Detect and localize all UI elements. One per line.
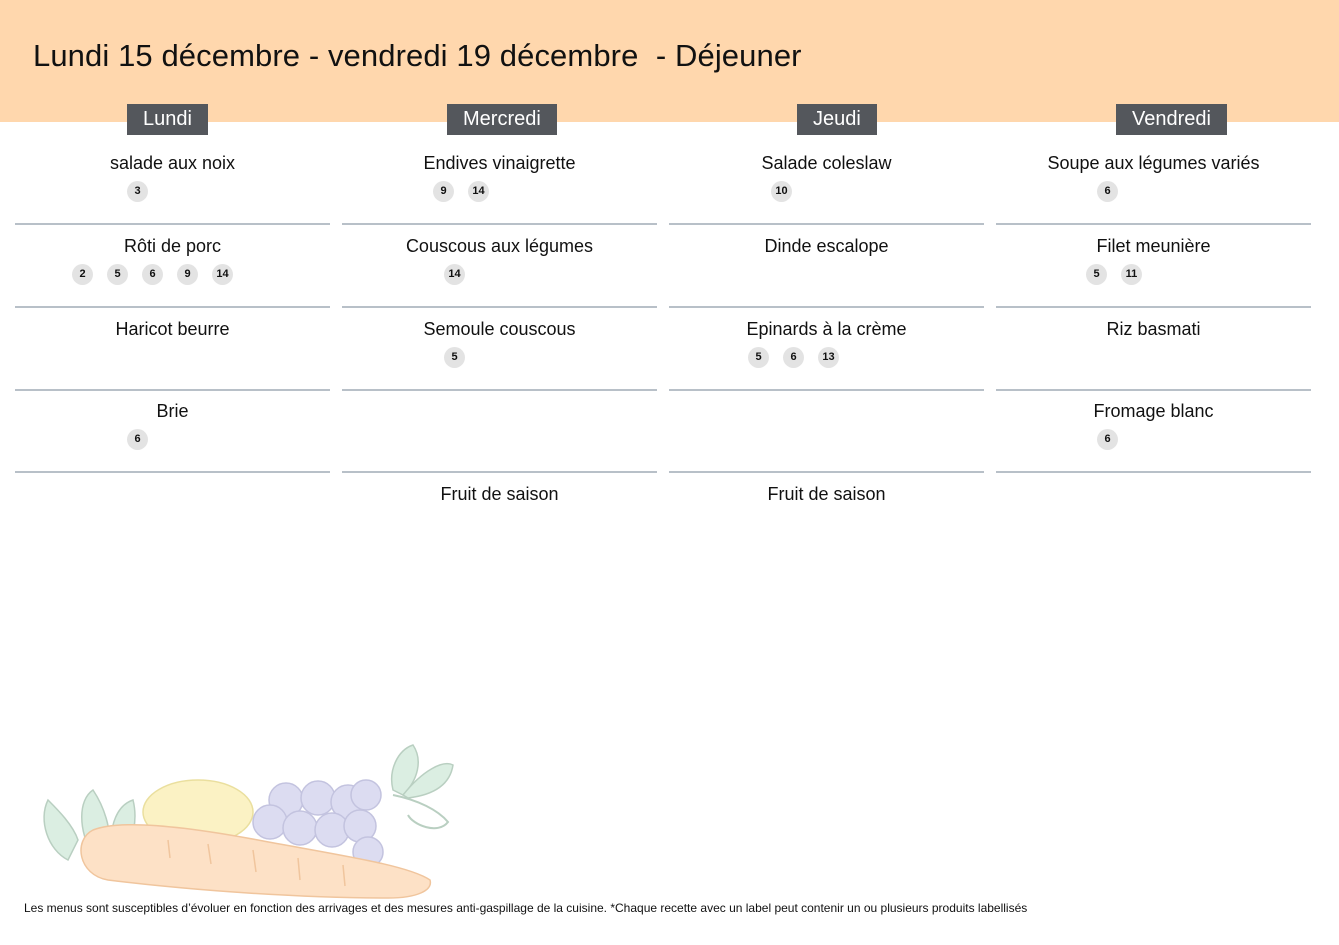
dish-name: Riz basmati [1106, 319, 1201, 339]
allergen-badge: 11 [1121, 264, 1142, 285]
menu-slot [996, 391, 1311, 473]
day-column-3 [996, 104, 1311, 584]
menu-slot [15, 474, 330, 556]
slot-divider [996, 223, 1311, 225]
allergen-badge: 9 [177, 264, 198, 285]
day-column-2 [669, 104, 984, 584]
day-column-0 [15, 104, 330, 584]
menu-slot [342, 143, 657, 225]
vegetables-illustration [38, 740, 468, 900]
allergen-badge: 5 [107, 264, 128, 285]
dish-name: Salade coleslaw [761, 153, 892, 173]
slot-divider [996, 471, 1311, 473]
slot-divider [15, 306, 330, 308]
menu-slot [669, 143, 984, 225]
dish-name: Soupe aux légumes variés [1047, 153, 1260, 173]
allergen-badge: 9 [433, 181, 454, 202]
dish-name: Couscous aux légumes [405, 236, 594, 256]
menu-slot [996, 474, 1311, 556]
dish-name: Brie [156, 401, 189, 421]
leaf-icon [392, 745, 453, 798]
slot-divider [15, 471, 330, 473]
menu-slot [15, 226, 330, 308]
day-label: Lundi [127, 104, 208, 135]
allergen-badge: 2 [72, 264, 93, 285]
menu-slot [996, 143, 1311, 225]
dish-name: Endives vinaigrette [423, 153, 576, 173]
menu-slot [342, 391, 657, 473]
menu-slot [669, 474, 984, 556]
allergen-badge: 6 [1097, 181, 1118, 202]
dish-name: Epinards à la crème [746, 319, 907, 339]
dish-name: Semoule couscous [423, 319, 576, 339]
allergen-badge: 14 [444, 264, 465, 285]
dish-name: Haricot beurre [115, 319, 230, 339]
allergen-badge: 5 [1086, 264, 1107, 285]
slot-divider [669, 471, 984, 473]
allergen-badge: 3 [127, 181, 148, 202]
allergen-badge: 6 [127, 429, 148, 450]
dish-name: Fruit de saison [767, 484, 886, 504]
dish-name: Rôti de porc [123, 236, 222, 256]
slot-divider [996, 306, 1311, 308]
allergen-badge: 6 [783, 347, 804, 368]
slot-divider [669, 223, 984, 225]
menu-slot [996, 226, 1311, 308]
allergen-badge: 6 [1097, 429, 1118, 450]
day-label: Vendredi [1116, 104, 1227, 135]
slot-divider [342, 223, 657, 225]
allergen-badge: 5 [748, 347, 769, 368]
allergen-badge: 10 [771, 181, 792, 202]
menu-slot [342, 474, 657, 556]
slot-divider [15, 223, 330, 225]
allergen-badge: 13 [818, 347, 839, 368]
menu-slot [15, 143, 330, 225]
dish-name: Fruit de saison [440, 484, 559, 504]
menu-slot [669, 226, 984, 308]
menu-slot [669, 391, 984, 473]
page-title: Lundi 15 décembre - vendredi 19 décembre - Déjeuner [33, 38, 802, 73]
menu-slot [669, 309, 984, 391]
menu-slot [342, 309, 657, 391]
day-label: Jeudi [797, 104, 877, 135]
allergen-badge: 14 [468, 181, 489, 202]
allergen-badge: 6 [142, 264, 163, 285]
menu-slot [15, 391, 330, 473]
day-label: Mercredi [447, 104, 557, 135]
menu-slot [342, 226, 657, 308]
slot-divider [342, 306, 657, 308]
dish-name: Dinde escalope [764, 236, 889, 256]
slot-divider [669, 306, 984, 308]
menu-slot [996, 309, 1311, 391]
dish-name: Fromage blanc [1093, 401, 1214, 421]
menu-slot [15, 309, 330, 391]
allergen-badge: 14 [212, 264, 233, 285]
day-column-1 [342, 104, 657, 584]
slot-divider [342, 471, 657, 473]
dish-name: Filet meunière [1096, 236, 1211, 256]
dish-name: salade aux noix [109, 153, 236, 173]
allergen-badge: 5 [444, 347, 465, 368]
footer-note: Les menus sont susceptibles d’évoluer en fonction des arrivages et des mesures anti-gaspillage de la cuisine. *Chaque recette avec un label peut contenir un ou plusieurs produits labellisés [24, 901, 1028, 915]
